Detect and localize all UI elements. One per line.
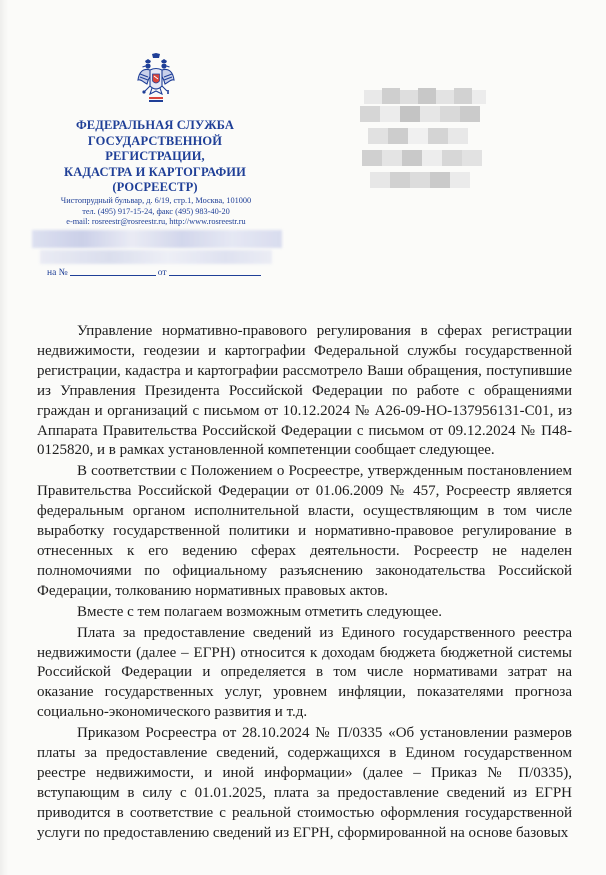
redacted-registration-date bbox=[32, 230, 282, 248]
body-paragraph: Вместе с тем полагаем возможным отметить следующее. bbox=[77, 603, 443, 620]
ref-date-blank bbox=[169, 275, 261, 276]
ref-number-label: на № bbox=[47, 268, 68, 278]
org-name-line: ФЕДЕРАЛЬНАЯ СЛУЖБА bbox=[75, 118, 235, 132]
body-paragraph: Плата за предоставление сведений из Единого государственного реестра недвижимости (далее – ЕГРН) относится к доходам бюджета бюджетной системы Российской Федерации и определяется в том числе нормативами затрат на оказание государственных услуг, уровнем инфляции, показателями прогноза социально-экономического развития и т.д. bbox=[37, 624, 572, 721]
ref-number-blank bbox=[70, 275, 156, 276]
organization-address bbox=[40, 196, 272, 228]
reference-number-line bbox=[47, 267, 261, 279]
redacted-registration-number bbox=[40, 250, 272, 264]
organization-name bbox=[60, 118, 250, 196]
scan-shadow bbox=[0, 0, 8, 875]
body-paragraph: Приказом Росреестра от 28.10.2024 № П/0335 «Об установлении размеров платы за предоставление сведений, содержащихся в Едином государственном реестре недвижимости, и иной информации» (далее – Приказ № П/0335), вступающим в силу с 01.01.2025, плата за предоставление сведений из ЕГРН приводится в соответствие с реальной стоимостью оформления государственной услуги по предоставлению сведений из ЕГРН, сформированной на основе базовых bbox=[37, 725, 572, 841]
org-name-line: ГОСУДАРСТВЕННОЙ bbox=[87, 133, 223, 148]
org-name-line: КАДАСТРА И КАРТОГРАФИИ bbox=[64, 164, 246, 179]
org-name-line: (РОСРЕЕСТР) bbox=[112, 180, 198, 194]
org-name-line: РЕГИСТРАЦИИ, bbox=[105, 149, 205, 163]
body-paragraph: Управление нормативно-правового регулирования в сферах регистрации недвижимости, геодезии и картографии Федеральной службы государственной регистрации, кадастра и картографии рассмотрело Ваши обращения, поступившие из Управления Президента Российской Федерации по работе с обращениями граждан и организаций с письмом от 10.12.2024 № А26-09-НО-137956131-С01, из Аппарата Правительства Российской Федерации с письмом от 09.12.2024 № П48-0125820, и в рамках установленной компетенции сообщает следующее. bbox=[37, 323, 572, 459]
phone-fax-line: тел. (495) 917-15-24, факс (495) 983-40-20 bbox=[82, 206, 230, 216]
email-web-line: e-mail: rosreestr@rosreestr.ru, http://www.rosreestr.ru bbox=[66, 217, 246, 227]
body-paragraph: В соответствии с Положением о Росреестре, утвержденным постановлением Правительства Российской Федерации от 01.06.2009 № 457, Росреестр является федеральным органом исполнительной власти, осуществляющим в том числе выработку государственной политики и нормативно-правовое регулирование в отнесенных к его ведению сферах деятельности. Росреестр не наделен полномочиями по официальному разъяснению законодательства Российской Федерации, толкованию нормативных правовых актов. bbox=[37, 463, 572, 599]
russian-double-headed-eagle-icon bbox=[137, 52, 175, 106]
redacted-addressee-block bbox=[360, 88, 488, 192]
letter-body bbox=[37, 322, 572, 844]
ref-from-label: от bbox=[157, 268, 167, 278]
address-line: Чистопрудный бульвар, д. 6/19, стр.1, Москва, 101000 bbox=[60, 196, 252, 205]
